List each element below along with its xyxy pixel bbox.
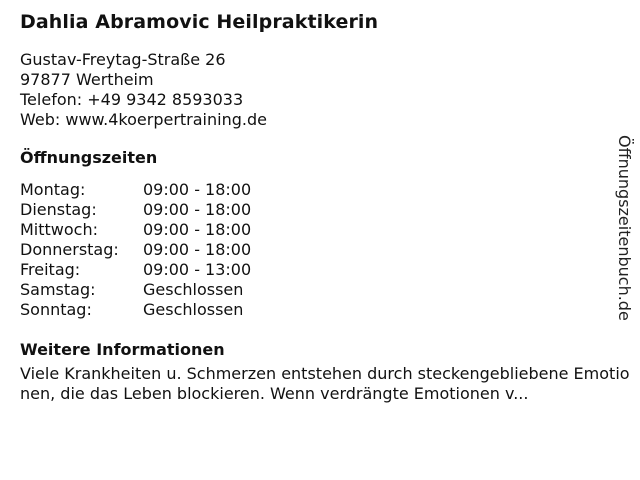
hours-time: 09:00 - 18:00 xyxy=(143,240,252,259)
hours-row-tuesday xyxy=(20,200,640,220)
hours-time: Geschlossen xyxy=(143,280,244,299)
contact-block xyxy=(20,50,640,130)
phone-number: Telefon: +49 9342 8593033 xyxy=(20,90,244,109)
hours-day: Mittwoch: xyxy=(20,220,98,239)
hours-row-saturday xyxy=(20,280,640,300)
hours-day: Donnerstag: xyxy=(20,240,119,259)
more-info-text: Viele Krankheiten u. Schmerzen entstehen durch steckengebliebene Emotionen, die das Leben blockieren. Wenn verdrängte Emotionen v... xyxy=(20,364,630,403)
website-link[interactable]: Web: www.4koerpertraining.de xyxy=(20,110,267,129)
street-address: Gustav-Freytag-Straße 26 xyxy=(20,50,226,69)
hours-row-friday xyxy=(20,260,640,280)
hours-time: Geschlossen xyxy=(143,300,244,319)
city-address: 97877 Wertheim xyxy=(20,70,154,89)
hours-row-sunday xyxy=(20,300,640,320)
more-info-heading: Weitere Informationen xyxy=(20,340,225,359)
hours-day: Montag: xyxy=(20,180,86,199)
hours-day: Samstag: xyxy=(20,280,96,299)
hours-row-monday xyxy=(20,180,640,200)
hours-day: Freitag: xyxy=(20,260,81,279)
hours-row-thursday xyxy=(20,240,640,260)
hours-time: 09:00 - 18:00 xyxy=(143,200,252,219)
hours-day: Dienstag: xyxy=(20,200,97,219)
business-name: Dahlia Abramovic Heilpraktikerin xyxy=(20,11,379,33)
hours-time: 09:00 - 13:00 xyxy=(143,260,252,279)
hours-day: Sonntag: xyxy=(20,300,92,319)
hours-time: 09:00 - 18:00 xyxy=(143,180,252,199)
opening-hours-heading: Öffnungszeiten xyxy=(20,148,158,167)
hours-time: 09:00 - 18:00 xyxy=(143,220,252,239)
opening-hours-table xyxy=(20,180,640,320)
brand-watermark: Öffnungszeitenbuch.de xyxy=(615,135,634,321)
hours-row-wednesday xyxy=(20,220,640,240)
